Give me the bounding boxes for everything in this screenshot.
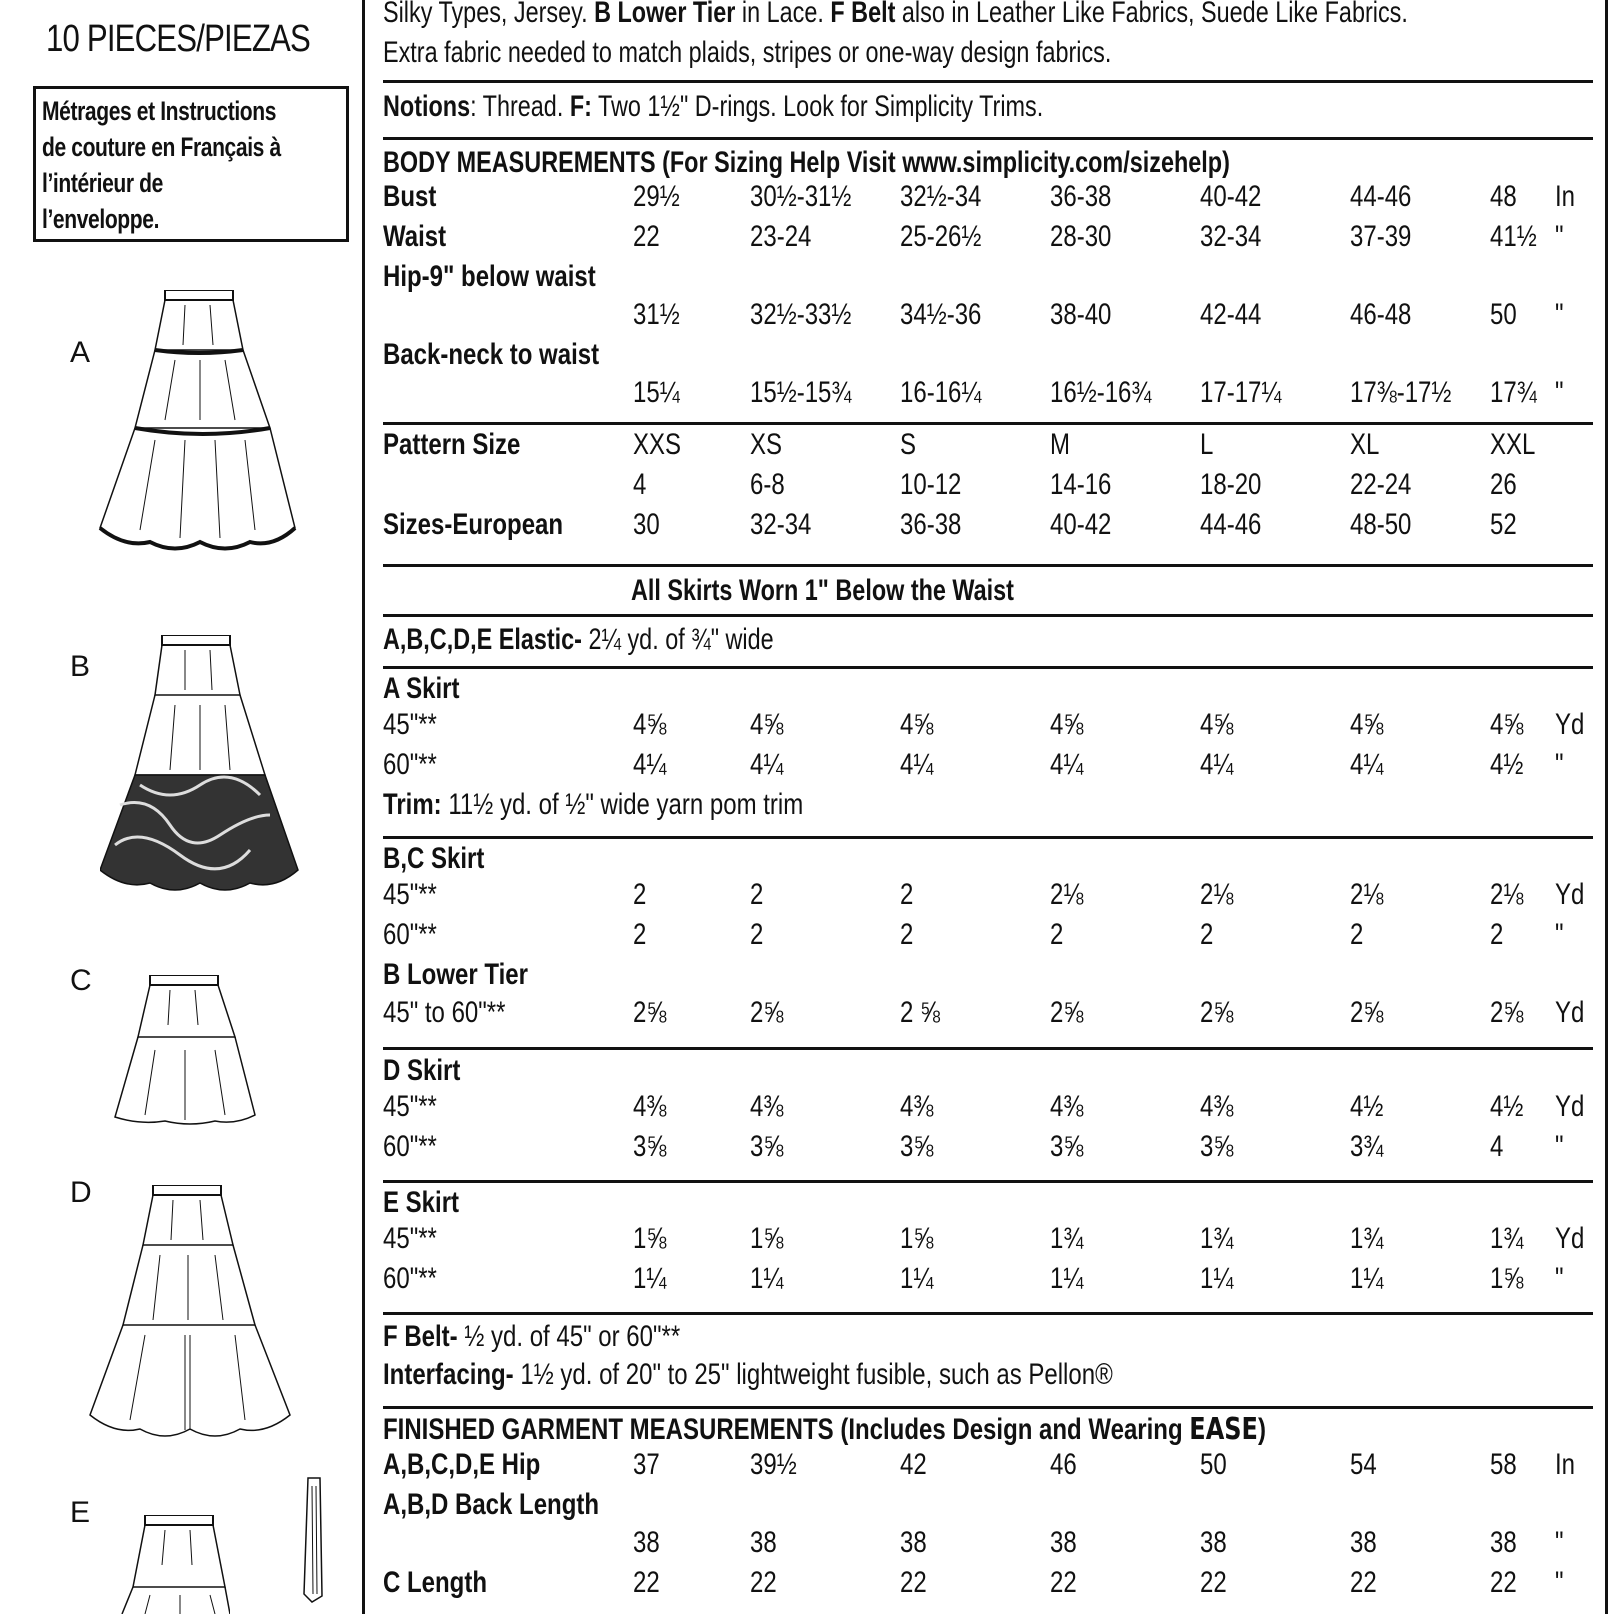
size-cell: XXS — [633, 428, 682, 461]
left-panel — [0, 0, 362, 1614]
row-label: 60"** — [383, 918, 437, 951]
notions-label: Notions — [383, 90, 471, 123]
pieces-count: 10 PIECES/PIEZAS — [46, 18, 310, 60]
size-cell: L — [1200, 428, 1214, 461]
table-cell: 3⅝ — [1050, 1130, 1084, 1163]
section-title: A Skirt — [383, 672, 460, 705]
french-note-line: l’intérieur de — [42, 168, 163, 198]
table-cell: 1⅝ — [900, 1222, 934, 1255]
view-label-d: D — [70, 1176, 92, 1209]
table-cell: 1¾ — [1050, 1222, 1084, 1255]
table-cell: 4¼ — [1200, 748, 1234, 781]
row-label: Back-neck to waist — [383, 338, 600, 371]
divider — [383, 836, 1593, 839]
skirt-short-two-tier-icon — [110, 975, 260, 1125]
table-cell: 2 — [633, 918, 647, 951]
table-cell: 17-17¼ — [1200, 376, 1282, 409]
unit-label: " — [1555, 748, 1564, 781]
size-cell: S — [900, 428, 917, 461]
table-cell: 4¼ — [750, 748, 784, 781]
size-cell: 40-42 — [1050, 508, 1112, 541]
table-cell: 4⅜ — [633, 1090, 667, 1123]
table-cell: 4⅜ — [1050, 1090, 1084, 1123]
table-cell: 28-30 — [1050, 220, 1112, 253]
table-cell: 42-44 — [1200, 298, 1262, 331]
size-cell: 14-16 — [1050, 468, 1112, 501]
unit-label: " — [1555, 1566, 1564, 1599]
divider — [383, 614, 1593, 617]
table-cell: 22 — [750, 1566, 777, 1599]
divider — [383, 137, 1593, 140]
row-label: Pattern Size — [383, 428, 521, 461]
table-cell: 1¼ — [750, 1262, 784, 1295]
table-cell: 4⅝ — [1050, 708, 1084, 741]
table-cell: 4⅜ — [1200, 1090, 1234, 1123]
divider — [383, 1406, 1593, 1409]
section-title: E Skirt — [383, 1186, 460, 1219]
row-label: 45" to 60"** — [383, 996, 506, 1029]
table-cell: 4⅝ — [750, 708, 784, 741]
size-cell: 10-12 — [900, 468, 962, 501]
view-label-a: A — [70, 336, 91, 369]
table-cell: 22 — [633, 220, 660, 253]
table-cell: 4¼ — [1050, 748, 1084, 781]
table-cell: 54 — [1350, 1448, 1377, 1481]
size-cell: 36-38 — [900, 508, 962, 541]
table-cell: 48 — [1490, 180, 1517, 213]
table-cell: 4⅜ — [750, 1090, 784, 1123]
size-cell: 4 — [633, 468, 647, 501]
table-cell: 4⅜ — [900, 1090, 934, 1123]
divider — [383, 1312, 1593, 1315]
table-cell: 4½ — [1490, 1090, 1524, 1123]
size-cell: XXL — [1490, 428, 1536, 461]
table-cell: 2 — [900, 918, 914, 951]
row-label: C Length — [383, 1566, 487, 1599]
divider — [383, 564, 1593, 567]
table-cell: 50 — [1490, 298, 1517, 331]
table-cell: 1¾ — [1350, 1222, 1384, 1255]
table-cell: 2⅝ — [750, 996, 784, 1029]
worn-note: All Skirts Worn 1" Below the Waist — [631, 574, 1014, 607]
table-cell: 38 — [750, 1526, 777, 1559]
table-cell: 44-46 — [1350, 180, 1412, 213]
table-cell: 41½ — [1490, 220, 1537, 253]
table-cell: 2⅝ — [1490, 996, 1524, 1029]
size-cell: 44-46 — [1200, 508, 1262, 541]
table-cell: 2 — [1350, 918, 1364, 951]
table-cell: 4⅝ — [1350, 708, 1384, 741]
row-label: 60"** — [383, 1130, 437, 1163]
table-cell: 2 — [900, 878, 914, 911]
table-cell: 22 — [1200, 1566, 1227, 1599]
table-cell: 31½ — [633, 298, 680, 331]
unit-label: Yd — [1555, 878, 1585, 911]
table-cell: 22 — [1350, 1566, 1377, 1599]
table-cell: 37 — [633, 1448, 660, 1481]
table-cell: 2 — [750, 878, 764, 911]
table-cell: 22 — [1490, 1566, 1517, 1599]
table-cell: 32-34 — [1200, 220, 1262, 253]
unit-label: Yd — [1555, 1222, 1585, 1255]
table-cell: 4⅝ — [633, 708, 667, 741]
table-cell: 1¾ — [1490, 1222, 1524, 1255]
table-cell: 22 — [900, 1566, 927, 1599]
skirt-mini-two-tier-icon — [120, 1515, 230, 1614]
table-cell: 4¼ — [900, 748, 934, 781]
table-cell: 32½-33½ — [750, 298, 852, 331]
divider — [383, 1047, 1593, 1050]
elastic-row: A,B,C,D,E Elastic- 2¼ yd. of ¾" wide — [383, 623, 774, 656]
size-cell: 18-20 — [1200, 468, 1262, 501]
row-label: A,B,D Back Length — [383, 1488, 600, 1521]
section-title: B,C Skirt — [383, 842, 485, 875]
divider — [383, 422, 1593, 425]
table-cell: 3⅝ — [1200, 1130, 1234, 1163]
belt-icon — [298, 1476, 328, 1606]
table-cell: 2 — [633, 878, 647, 911]
table-cell: 4⅝ — [1490, 708, 1524, 741]
row-label: 45"** — [383, 1222, 437, 1255]
table-cell: 22 — [1050, 1566, 1077, 1599]
unit-label: In — [1555, 1448, 1576, 1481]
table-cell: 2 — [1490, 918, 1504, 951]
table-cell: 3¾ — [1350, 1130, 1384, 1163]
interfacing-note: Interfacing- 1½ yd. of 20" to 25" lightweight fusible, such as Pellon® — [383, 1358, 1113, 1391]
unit-label: " — [1555, 1262, 1564, 1295]
table-cell: 38-40 — [1050, 298, 1112, 331]
size-cell: M — [1050, 428, 1070, 461]
table-cell: 2⅝ — [1350, 996, 1384, 1029]
table-cell: 39½ — [750, 1448, 797, 1481]
size-cell: 32-34 — [750, 508, 812, 541]
table-cell: 50 — [1200, 1448, 1227, 1481]
table-cell: 15¼ — [633, 376, 680, 409]
table-cell: 42 — [900, 1448, 927, 1481]
table-cell: 4¼ — [1350, 748, 1384, 781]
body-measurements-title: BODY MEASUREMENTS (For Sizing Help Visit www.simplicity.com/sizehelp) — [383, 146, 1230, 179]
table-cell: 2⅛ — [1490, 878, 1524, 911]
table-cell: 15½-15¾ — [750, 376, 852, 409]
row-label: A,B,C,D,E Hip — [383, 1448, 541, 1481]
table-cell: 38 — [1490, 1526, 1517, 1559]
table-cell: 4½ — [1350, 1090, 1384, 1123]
table-cell: 4 — [1490, 1130, 1504, 1163]
table-cell: 2 — [1050, 918, 1064, 951]
view-label-c: C — [70, 964, 92, 997]
skirt-long-three-tier-icon — [85, 1185, 295, 1450]
table-cell: 38 — [633, 1526, 660, 1559]
size-cell: 48-50 — [1350, 508, 1412, 541]
unit-label: " — [1555, 298, 1564, 331]
table-cell: 2⅛ — [1350, 878, 1384, 911]
table-cell: 46-48 — [1350, 298, 1412, 331]
table-cell: 1¾ — [1200, 1222, 1234, 1255]
table-cell: 3⅝ — [900, 1130, 934, 1163]
table-cell: 58 — [1490, 1448, 1517, 1481]
unit-label: Yd — [1555, 996, 1585, 1029]
table-cell: 32½-34 — [900, 180, 982, 213]
table-cell: 1⅝ — [633, 1222, 667, 1255]
unit-label: " — [1555, 1526, 1564, 1559]
row-label: 60"** — [383, 748, 437, 781]
table-cell: 30½-31½ — [750, 180, 852, 213]
table-cell: 1¼ — [1050, 1262, 1084, 1295]
table-cell: 2⅝ — [1200, 996, 1234, 1029]
row-label: Bust — [383, 180, 437, 213]
table-cell: 46 — [1050, 1448, 1077, 1481]
table-cell: 4¼ — [633, 748, 667, 781]
table-cell: 4½ — [1490, 748, 1524, 781]
unit-label: " — [1555, 1130, 1564, 1163]
belt-note: F Belt- ½ yd. of 45" or 60"** — [383, 1320, 681, 1353]
row-label: Hip-9" below waist — [383, 260, 596, 293]
row-label: 45"** — [383, 1090, 437, 1123]
divider — [383, 1180, 1593, 1183]
row-label: 60"** — [383, 1262, 437, 1295]
fabrics-line-1: Silky Types, Jersey. B Lower Tier in Lace. F Belt also in Leather Like Fabrics, Suede Like Fabrics. — [383, 0, 1408, 29]
row-label: 45"** — [383, 708, 437, 741]
table-cell: 2⅛ — [1200, 878, 1234, 911]
size-cell: XS — [750, 428, 783, 461]
table-cell: 17¾ — [1490, 376, 1537, 409]
table-cell: 2⅝ — [1050, 996, 1084, 1029]
table-cell: 2 — [1200, 918, 1214, 951]
size-cell: 26 — [1490, 468, 1517, 501]
table-cell: 3⅝ — [750, 1130, 784, 1163]
view-label-e: E — [70, 1496, 91, 1529]
table-cell: 1¼ — [633, 1262, 667, 1295]
table-cell: 2⅝ — [633, 996, 667, 1029]
table-cell: 3⅝ — [633, 1130, 667, 1163]
table-cell: 38 — [900, 1526, 927, 1559]
column-divider — [362, 0, 365, 1614]
table-cell: 38 — [1350, 1526, 1377, 1559]
view-label-b: B — [70, 650, 91, 683]
table-cell: 34½-36 — [900, 298, 982, 331]
section-title: B Lower Tier — [383, 958, 528, 991]
table-cell: 29½ — [633, 180, 680, 213]
unit-label: Yd — [1555, 708, 1585, 741]
table-cell: 2⅛ — [1050, 878, 1084, 911]
unit-label: " — [1555, 376, 1564, 409]
row-label: 45"** — [383, 878, 437, 911]
divider — [383, 80, 1593, 83]
skirt-lace-lower-tier-icon — [100, 635, 300, 900]
table-cell: 4⅝ — [1200, 708, 1234, 741]
divider — [383, 666, 1593, 669]
table-cell: 16½-16¾ — [1050, 376, 1152, 409]
table-cell: 17⅜-17½ — [1350, 376, 1452, 409]
table-cell: 16-16¼ — [900, 376, 982, 409]
table-cell: 23-24 — [750, 220, 812, 253]
size-cell: 22-24 — [1350, 468, 1412, 501]
table-cell: 22 — [633, 1566, 660, 1599]
table-cell: 25-26½ — [900, 220, 982, 253]
table-cell: 38 — [1200, 1526, 1227, 1559]
table-cell: 1⅝ — [750, 1222, 784, 1255]
unit-label: Yd — [1555, 1090, 1585, 1123]
size-cell: XL — [1350, 428, 1380, 461]
right-border — [1605, 0, 1608, 1614]
size-cell: 52 — [1490, 508, 1517, 541]
table-cell: 1¼ — [1350, 1262, 1384, 1295]
row-label: Waist — [383, 220, 447, 253]
trim-note: Trim: 11½ yd. of ½" wide yarn pom trim — [383, 788, 804, 821]
notions-section: Notions: Thread. F: Two 1½" D-rings. Look for Simplicity Trims. — [383, 90, 1044, 123]
table-cell: 2 — [750, 918, 764, 951]
table-cell: 38 — [1050, 1526, 1077, 1559]
section-title: D Skirt — [383, 1054, 461, 1087]
table-cell: 36-38 — [1050, 180, 1112, 213]
unit-label: In — [1555, 180, 1576, 213]
table-cell: 37-39 — [1350, 220, 1412, 253]
size-cell: 6-8 — [750, 468, 785, 501]
finished-measurements-title: FINISHED GARMENT MEASUREMENTS (Includes Design and Wearing EASE) — [383, 1412, 1266, 1447]
table-cell: 4⅝ — [900, 708, 934, 741]
table-cell: 40-42 — [1200, 180, 1262, 213]
skirt-three-tier-pom-trim-icon — [95, 290, 305, 560]
french-note-line: de couture en Français à — [42, 132, 281, 162]
unit-label: " — [1555, 918, 1564, 951]
french-note-line: l’enveloppe. — [42, 204, 160, 234]
table-cell: 2 ⅝ — [900, 996, 941, 1029]
row-label: Sizes-European — [383, 508, 564, 541]
french-note-line: Métrages et Instructions — [42, 96, 277, 126]
unit-label: " — [1555, 220, 1564, 253]
table-cell: 1¼ — [1200, 1262, 1234, 1295]
size-cell: 30 — [633, 508, 660, 541]
table-cell: 1¼ — [900, 1262, 934, 1295]
fabrics-line-2: Extra fabric needed to match plaids, stripes or one-way design fabrics. — [383, 36, 1112, 69]
table-cell: 1⅝ — [1490, 1262, 1524, 1295]
french-instructions-note — [33, 86, 349, 242]
